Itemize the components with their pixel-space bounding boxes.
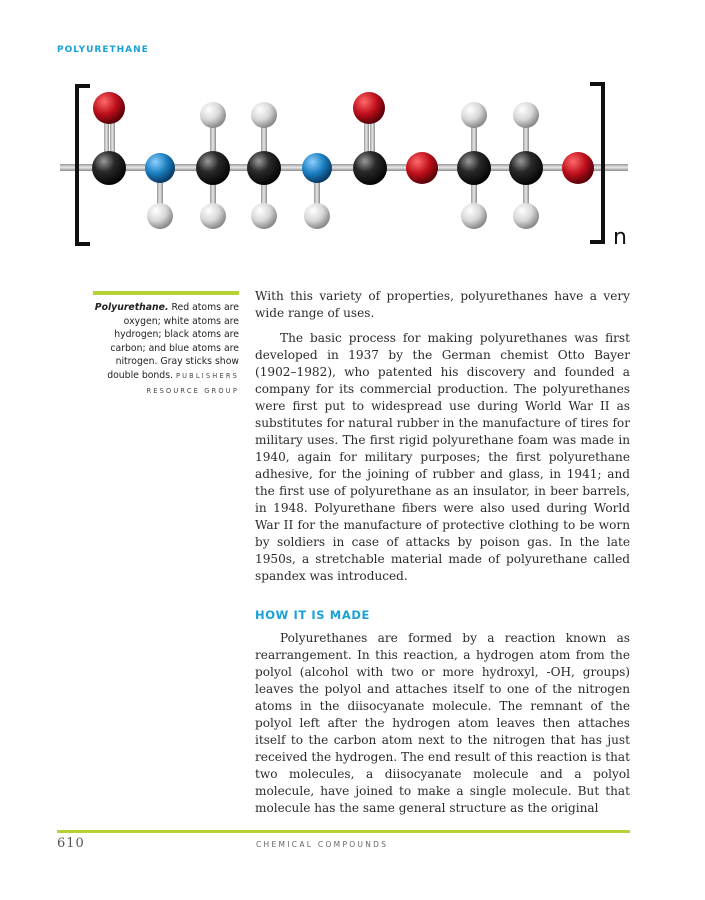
hydrogen-atom bbox=[147, 203, 173, 229]
caption-rule bbox=[93, 291, 239, 295]
page-number: 610 bbox=[57, 836, 85, 851]
book-title: CHEMICAL COMPOUNDS bbox=[256, 840, 389, 849]
hydrogen-atom bbox=[461, 203, 487, 229]
carbon-atom bbox=[353, 151, 387, 185]
hydrogen-atom bbox=[304, 203, 330, 229]
hydrogen-atom bbox=[461, 102, 487, 128]
carbon-atom bbox=[457, 151, 491, 185]
polyurethane-molecule-illustration bbox=[60, 78, 640, 250]
caption-body: Red atoms are oxygen; white atoms are hydrogen; black atoms are carbon; and blue atoms are nitrogen. Gray sticks show double bonds. bbox=[107, 302, 239, 381]
figure-caption bbox=[88, 301, 239, 398]
running-head: POLYURETHANE bbox=[57, 45, 149, 55]
paragraph: With this variety of properties, polyurethanes have a very wide range of uses. bbox=[255, 289, 630, 320]
section-heading: HOW IT IS MADE bbox=[255, 608, 370, 622]
paragraph: The basic process for making polyurethanes was first developed in 1937 by the German chemist Otto Bayer (1902–1982), who patented his discovery and founded a company for its commercial production. The polyurethanes were first put to widespread use during World War II as substitutes for natural rubber in the manufacture of tires for military uses. The first rigid polyurethane foam was made in 1940, again for military purposes; the first polyurethane adhesive, for the joining of rubber and glass, in 1941; and the first use of polyurethane as an insulator, in beer barrels, in 1948. Polyurethane fibers were also used during World War II for the manufacture of protective clothing to be worn by soldiers in case of attacks by poison gas. In the late 1950s, a stretchable material made of polyurethane called spandex was introduced. bbox=[255, 331, 630, 583]
oxygen-atom bbox=[353, 92, 385, 124]
oxygen-atom bbox=[93, 92, 125, 124]
caption-title: Polyurethane. bbox=[94, 302, 169, 313]
carbon-atom bbox=[247, 151, 281, 185]
body-paragraph-3 bbox=[255, 630, 630, 817]
hydrogen-atom bbox=[251, 203, 277, 229]
repeat-subscript: n bbox=[613, 225, 627, 250]
hydrogen-atom bbox=[513, 203, 539, 229]
oxygen-atom bbox=[562, 152, 594, 184]
hydrogen-atom bbox=[513, 102, 539, 128]
oxygen-atom bbox=[406, 152, 438, 184]
footer-rule bbox=[57, 830, 630, 833]
carbon-atom bbox=[509, 151, 543, 185]
hydrogen-atom bbox=[200, 102, 226, 128]
body-paragraph-1 bbox=[255, 288, 630, 322]
carbon-atom bbox=[196, 151, 230, 185]
nitrogen-atom bbox=[302, 153, 332, 183]
hydrogen-atom bbox=[251, 102, 277, 128]
nitrogen-atom bbox=[145, 153, 175, 183]
carbon-atom bbox=[92, 151, 126, 185]
body-paragraph-2 bbox=[255, 330, 630, 585]
caption-credit: PUBLISHERS RESOURCE GROUP bbox=[146, 371, 239, 395]
paragraph: Polyurethanes are formed by a reaction known as rearrangement. In this reaction, a hydrogen atom from the polyol (alcohol with two or more hydroxyl, -OH, groups) leaves the polyol and attaches itself to one of the nitrogen atoms in the diisocyanate molecule. The remnant of the polyol left after the hydrogen atom leaves then attaches itself to the carbon atom next to the nitrogen that has just received the hydrogen. The end result of this reaction is that two molecules, a diisocyanate molecule and a polyol molecule, have joined to make a single molecule. But that molecule has the same general structure as the original bbox=[255, 631, 630, 815]
hydrogen-atom bbox=[200, 203, 226, 229]
